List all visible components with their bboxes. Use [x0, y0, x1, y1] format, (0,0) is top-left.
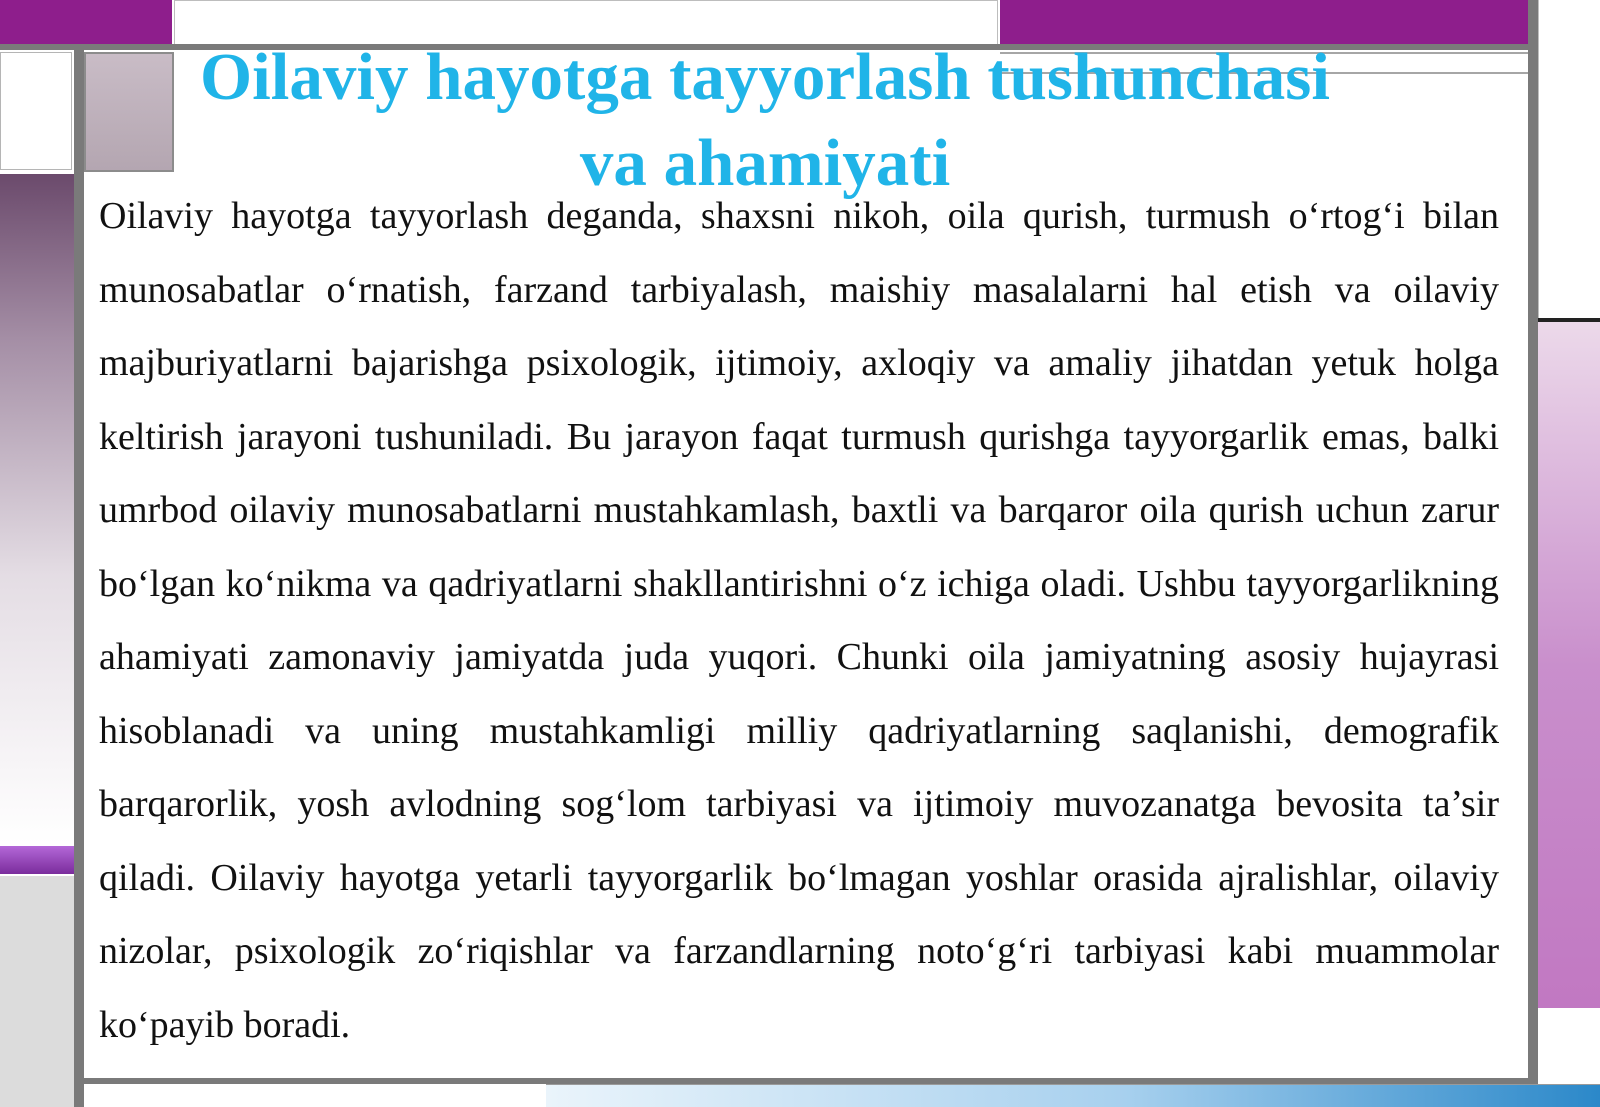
left-purple-strip — [0, 846, 74, 874]
left-bottom-panel — [0, 876, 74, 1107]
left-gradient-panel — [0, 174, 74, 844]
left-frame-line — [74, 44, 84, 1107]
slide-body-text: Oilaviy hayotga tayyorlash deganda, shaxsni nikoh, oila qurish, turmush o‘rtog‘i bilan munosabatlar o‘rnatish, farzand tarbiyalash, maishiy masalalarni hal etish va oilaviy majburiyatlarni bajarishga psixologik, ijtimoiy, axloqiy va amaliy jihatdan yetuk holga keltirish jarayoni tushuniladi. Bu jarayon faqat turmush qurishga tayyorgarlik emas, balki umrbod oilaviy munosabatlarni mustahkamlash, baxtli va barqaror oila qurish uchun zarur bo‘lgan ko‘nikma va qadriyatlarni shakllantirishni o‘z ichiga oladi. Ushbu tayyorgarlikning ahamiyati zamonaviy jamiyatda juda yuqori. Chunki oila jamiyatning asosiy hujayrasi hisoblanadi va uning mustahkamligi milliy qadriyatlarning saqlanishi, demografik barqarorlik, yosh avlodning sog‘lom tarbiyasi va ijtimoiy muvozanatga bevosita ta’sir qiladi. Oilaviy hayotga yetarli tayyorgarlik bo‘lmagan yoshlar orasida ajralishlar, oilaviy nizolar, psixologik zo‘riqishlar va farzandlarning noto‘g‘ri tarbiyasi kabi muammolar ko‘payib boradi. — [99, 195, 1499, 1046]
bottom-blue-bar — [546, 1084, 1600, 1107]
left-white-box — [0, 52, 72, 170]
right-gradient-panel — [1538, 322, 1600, 1008]
right-top-panel — [1538, 0, 1600, 318]
top-left-purple-bar — [0, 0, 172, 46]
slide-title: Oilaviy hayotga tayyorlash tushunchasi va ahamiyati — [200, 40, 1330, 200]
right-frame-line — [1528, 0, 1538, 1107]
left-grey-square — [84, 52, 174, 172]
